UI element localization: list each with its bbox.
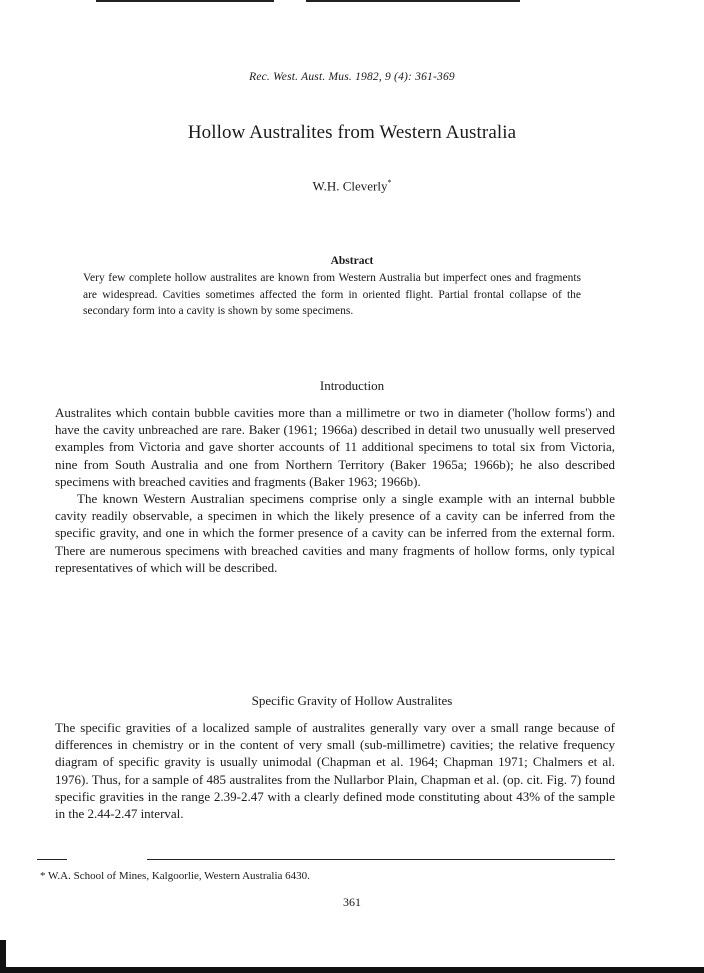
- author-name: W.H. Cleverly: [312, 178, 388, 194]
- page-number: 361: [343, 895, 361, 909]
- section-introduction: [55, 404, 615, 576]
- section-heading-specific-gravity: Specific Gravity of Hollow Australites: [251, 693, 453, 708]
- paragraph: The known Western Australian specimens comprise only a single example with an internal bubble cavity readily observable, a specimen in which the likely presence of a cavity can be inferred from the specific gravity, and one in which the former presence of a cavity can be inferred from the external form. There are numerous specimens with breached cavities and many fragments of hollow forms, only typical representatives of which will be described.: [55, 491, 615, 575]
- scan-top-rule-left: [96, 0, 274, 2]
- abstract-text: Very few complete hollow australites are known from Western Australia but imperfect ones and fragments are widespread. Cavities sometimes affected the form in oriented flight. Partial frontal collapse of the secondary form into a cavity is shown by some specimens.: [83, 272, 581, 317]
- footnote-rule: [147, 859, 615, 860]
- article-title: Hollow Australites from Western Australia: [187, 122, 517, 143]
- abstract-heading: Abstract: [330, 255, 374, 267]
- journal-citation: Rec. West. Aust. Mus. 1982, 9 (4): 361-369: [249, 71, 455, 83]
- footnote: * W.A. School of Mines, Kalgoorlie, Western Australia 6430.: [40, 870, 310, 882]
- scan-bottom-edge: [0, 967, 704, 973]
- author-line: [0, 178, 704, 194]
- scan-top-rule-right: [306, 0, 520, 2]
- footnote-rule-short: [37, 859, 67, 860]
- paragraph: Australites which contain bubble cavities more than a millimetre or two in diameter ('hollow forms') and have the cavity unbreached are rare. Baker (1961; 1966a) described in detail two unusually well preserved examples from Victoria and gave shorter accounts of 11 additional specimens to total six from Victoria, nine from South Australia and one from Northern Territory (Baker 1965a; 1966b); he also described specimens with breached cavities and fragments (Baker 1963; 1966b).: [55, 405, 615, 489]
- section-specific-gravity: [55, 719, 615, 822]
- author-footnote-mark: *: [387, 178, 392, 187]
- section-heading-introduction: Introduction: [319, 378, 385, 393]
- paragraph: The specific gravities of a localized sample of australites generally vary over a small range because of differences in chemistry or in the content of very small (sub-millimetre) cavities; the relative frequency diagram of specific gravity is usually unimodal (Chapman et al. 1964; Chapman 1971; Chalmers et al. 1976). Thus, for a sample of 485 australites from the Nullarbor Plain, Chapman et al. (op. cit. Fig. 7) found specific gravities in the range 2.39-2.47 with a clearly defined mode constituting about 43% of the sample in the 2.44-2.47 interval.: [55, 720, 615, 822]
